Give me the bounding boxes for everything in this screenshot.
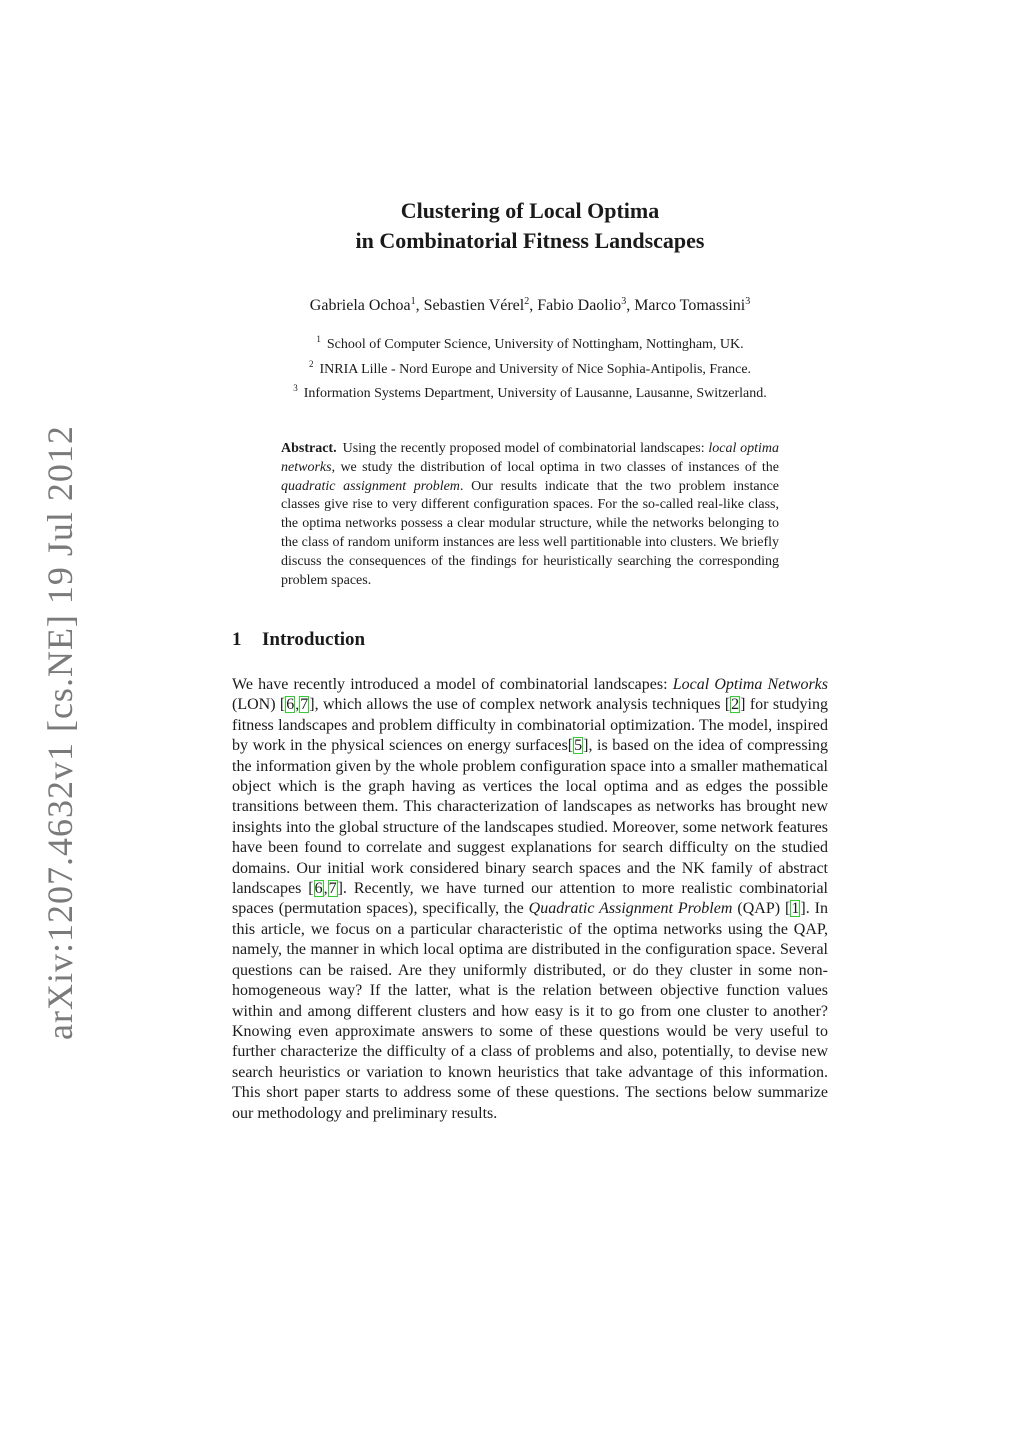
abstract-emphasis: local optima networks — [281, 441, 779, 475]
affiliation-number: 2 — [308, 358, 314, 369]
body-emphasis: Local Optima Networks — [672, 676, 829, 693]
author-affiliation-mark: 1 — [410, 296, 416, 307]
citation-separator: , — [295, 696, 300, 714]
affiliation-list — [232, 330, 828, 404]
author-name: Marco Tomassini — [634, 297, 746, 314]
arxiv-identifier-stamp: arXiv:1207.4632v1 [cs.NE] 19 Jul 2012 — [40, 425, 80, 1040]
citation-group: [1] — [785, 900, 806, 918]
body-emphasis: Quadratic Assignment Problem — [528, 900, 733, 918]
introduction-paragraph — [232, 675, 828, 1124]
abstract-text: Using the recently proposed model of combinatorial landscapes: — [342, 441, 709, 456]
abstract-emphasis: quadratic assignment problem — [281, 478, 460, 494]
affiliation-line — [232, 330, 828, 355]
body-text: (QAP) — [732, 900, 786, 918]
affiliation-line — [232, 379, 828, 404]
body-text: . In this article, we focus on a particular characteristic of the optima networks using the QAP, namely, the manner in which local optima are distributed in the configuration space. Several questions can be raised. Are they uniformly distributed, or do they cluster in some non-homogeneous way? If the latter, what is the relation between objective function values within and among different clusters and how easy is it to go from one cluster to another? Knowing even approximate answers to some of these questions would be very useful to further characterize the difficulty of a class of problems and also, potentially, to devise new search heuristics or variation to known heuristics that take advantage of this information. This short paper starts to address some of these questions. The sections below summarize our methodology and preliminary results. — [232, 900, 828, 1122]
title-line-2: in Combinatorial Fitness Landscapes — [355, 228, 705, 253]
citation-group: [6,7] — [279, 696, 315, 714]
affiliation-number: 1 — [316, 334, 321, 344]
citation-group: [2] — [724, 696, 746, 714]
body-text: for studying fitness landscapes and problem difficulty in combinatorial optimization. The model, inspired by work in the physical sciences on energy surfaces — [232, 696, 828, 755]
body-text: . Recently, we have turned our attention to more realistic combinatorial spaces (permutation spaces), specifically, the — [232, 880, 828, 918]
section-number: 1 — [232, 629, 242, 650]
author-list: Gabriela Ochoa$^1$, Sebastien Vérel$^2$, Fabio Daolio$^3$, Marco Tomassini$^3$ — [309, 296, 751, 314]
abstract-text: , we study the distribution of local optima in two classes of instances of the — [331, 459, 779, 475]
body-text: , is based on the idea of compressing the information given by the whole problem configuration space into a smaller mathematical object which is the graph having as vertices the local optima and as edges the possible transitions between them. This characterization of landscapes as networks has brought new insights into the global structure of the landscapes studied. Moreover, some network features have been found to correlate and suggest explanations for search difficulty on the studied domains. Our initial work considered binary search spaces and the NK family of abstract landscapes — [232, 737, 829, 898]
author-name: Gabriela Ochoa — [309, 297, 411, 314]
author-name: Sebastien Vérel — [423, 297, 525, 314]
title-line-1: Clustering of Local Optima — [400, 198, 660, 223]
affiliation-text: Information Systems Department, University of Lausanne, Lausanne, Switzerland. — [303, 386, 767, 401]
body-text: (LON) — [232, 696, 280, 714]
affiliation-text: School of Computer Science, University of Nottingham, Nottingham, UK. — [326, 337, 744, 352]
abstract-text: . Our results indicate that the two problem instance classes give rise to very different configuration spaces. For the so-called real-like class, the optima networks possess a clear modular structure, while the networks belonging to the class of random uniform instances are less well partitionable into clusters. We briefly discuss the consequences of the findings for heuristically searching the corresponding problem spaces. — [281, 478, 779, 588]
affiliation-line — [232, 355, 828, 380]
author-name: Fabio Daolio — [537, 297, 622, 314]
citation-link[interactable]: 7 — [300, 696, 309, 714]
section-heading — [232, 628, 365, 652]
paper-title — [232, 196, 828, 256]
author-affiliation-mark: 3 — [621, 296, 627, 307]
citation-link[interactable]: 6 — [314, 880, 323, 898]
citation-link[interactable]: 7 — [328, 880, 337, 898]
citation-group: [6,7] — [308, 880, 343, 898]
citation-link[interactable]: 2 — [731, 696, 740, 714]
abstract — [281, 440, 779, 590]
citation-separator: , — [323, 880, 328, 898]
body-text: We have recently introduced a model of combinatorial landscapes: — [232, 676, 673, 693]
author-affiliation-mark: 2 — [524, 296, 530, 307]
abstract-label: Abstract. — [281, 441, 337, 456]
author-affiliation-mark: 3 — [745, 296, 751, 307]
citation-group: [5] — [567, 737, 589, 755]
citation-link[interactable]: 5 — [574, 737, 583, 755]
affiliation-number: 3 — [293, 383, 298, 393]
citation-link[interactable]: 6 — [286, 696, 295, 714]
affiliation-text: INRIA Lille - Nord Europe and University of Nice Sophia-Antipolis, France. — [319, 361, 752, 377]
section-title: Introduction — [262, 629, 366, 650]
body-text: , which allows the use of complex network analysis techniques — [314, 696, 725, 714]
citation-link[interactable]: 1 — [791, 900, 800, 918]
